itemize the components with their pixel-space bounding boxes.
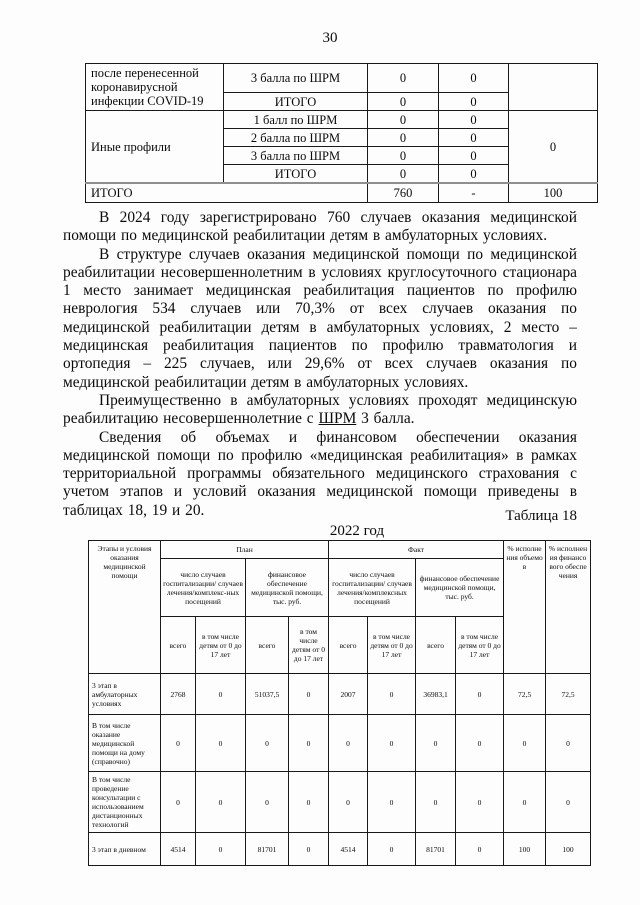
row-label: В том числе оказание медицинской помощи на дому (справочно) [89,715,161,772]
paragraph [63,392,577,429]
paragraph: Сведения об объемах и финансовом обеспечении оказания медицинской помощи по профилю «медицинская реабилитация» в рамках территориальной программы обязательного медицинского страхования с учетом этапов и условий оказания медицинской помощи приведены в таблицах 18, 19 и 20. [63,428,577,519]
rehabilitation-scores-table [85,63,598,203]
plan-fact-table-2022 [88,540,591,866]
table-row [89,772,591,833]
table-row [89,674,591,715]
table-cell: 3 балла по ШРМ [224,64,368,93]
table-cell: 0 [196,772,246,833]
column-header-stage: Этапы и условия оказания медицинской помощи [89,541,161,674]
row-label: 3 этап в дневном [89,833,161,866]
column-header-pct-finance: % исполнения финансового обеспечения [546,541,591,674]
table-cell: 100 [504,833,546,866]
table-cell: 0 [196,833,246,866]
table-cell: 0 [368,674,416,715]
table-cell: 4514 [329,833,368,866]
table-cell: 0 [439,147,509,165]
table-cell: 0 [546,772,591,833]
table-caption: Таблица 18 [505,508,577,524]
body-text [63,209,577,520]
table-cell: 0 [161,715,196,772]
table-cell: 0 [368,772,416,833]
subheader-children: в том числе детям от 0 до 17 лет [196,617,246,674]
table-cell: 0 [368,165,439,184]
table-cell: 2007 [329,674,368,715]
row-label: 3 этап в амбулаторных условиях [89,674,161,715]
table-cell: 0 [368,93,439,111]
table-cell: 0 [196,674,246,715]
table-cell: 0 [456,772,504,833]
table-cell: 100 [546,833,591,866]
table-cell: 1 балл по ШРМ [224,111,368,129]
table-cell: 0 [504,715,546,772]
column-header-plan: План [161,541,329,559]
table-cell: 0 [456,674,504,715]
subheader-total: всего [416,617,456,674]
total-row-label: ИТОГО [86,183,368,203]
subheader-children: в том числе детям от 0 до 17 лет [456,617,504,674]
table-cell: 4514 [161,833,196,866]
table-cell: 0 [289,674,329,715]
table-cell: 72,5 [546,674,591,715]
subheader-total: всего [329,617,368,674]
table-cell: 0 [368,833,416,866]
table-cell: 0 [509,111,598,184]
subheader-fact-cases: число случаев госпитализации/ случаев лечения/комплексных посещений [329,559,416,617]
year-heading: 2022 год [329,523,385,539]
paragraph-text: 3 балла. [356,410,415,428]
paragraph: В структуре случаев оказания медицинской помощи по медицинской реабилитации несовершеннолетним в условиях круглосуточного стационара 1 место занимает медицинская реабилитация пациентов по профилю неврология 534 случаев или 70,3% от всех случаев оказания по медицинской реабилитации детям в амбулаторных условиях, 2 место – медицинская реабилитация пациентов по профилю травматология и ортопедия – 225 случаев, или 29,6% от всех случаев оказания по медицинской реабилитации детям в амбулаторных условиях. [63,245,577,391]
table-cell: 0 [439,165,509,184]
table-cell: 0 [456,833,504,866]
paragraph: В 2024 году зарегистрировано 760 случаев оказания медицинской помощи по медицинской реабилитации детям в амбулаторных условиях. [63,209,577,245]
table-cell: 36983,1 [416,674,456,715]
table-cell: 0 [439,93,509,111]
table-cell: 0 [416,715,456,772]
table-cell: 0 [504,772,546,833]
subheader-total: всего [161,617,196,674]
row-label: Иные профили [86,111,224,184]
subheader-children: в том числе детям от 0 до 17 лет [368,617,416,674]
column-header-fact: Факт [329,541,504,559]
subheader-plan-finance: финансовое обеспечение медицинской помощи, тыс. руб. [246,559,329,617]
table-cell: - [439,183,509,203]
table-cell: 2768 [161,674,196,715]
table-cell: 0 [439,64,509,93]
table-cell: 0 [546,715,591,772]
table-cell: 0 [329,715,368,772]
table-cell: 2 балла по ШРМ [224,129,368,147]
table-cell: 0 [289,715,329,772]
subheader-total: всего [246,617,289,674]
table-cell: 0 [368,715,416,772]
table-cell: ИТОГО [224,165,368,184]
row-label: В том числе проведение консультации с использованием дистанционных технологий [89,772,161,833]
paragraph-text: Преимущественно в амбулаторных условиях проходят медицинскую реабилитацию несовершеннолетние с [63,391,577,428]
table-cell: 0 [416,772,456,833]
table-cell: 100 [509,183,598,203]
table-cell: 72,5 [504,674,546,715]
table-cell: 81701 [246,833,289,866]
table-row [89,833,591,866]
table-cell: 0 [439,111,509,129]
page-number: 30 [322,30,338,46]
table-cell: 0 [439,129,509,147]
table-cell: 51037,5 [246,674,289,715]
table-cell: 0 [368,111,439,129]
table-cell: 760 [368,183,439,203]
table-cell [509,64,598,111]
table-cell: 81701 [416,833,456,866]
table-cell: 0 [196,715,246,772]
subheader-children: в том числе детям от 0 до 17 лет [289,617,329,674]
table-cell: 3 балла по ШРМ [224,147,368,165]
table-cell: 0 [289,772,329,833]
table-cell: 0 [456,715,504,772]
table-cell: 0 [246,715,289,772]
table-cell: 0 [161,772,196,833]
table-cell: 0 [246,772,289,833]
table-cell: 0 [368,129,439,147]
subheader-fact-finance: финансовое обеспечение медицинской помощи, тыс. руб. [416,559,504,617]
table-cell: 0 [329,772,368,833]
row-label: после перенесенной коронавирусной инфекции COVID-19 [86,64,224,111]
subheader-plan-cases: число случаев госпитализации/ случаев лечения/комплекс-ных посещений [161,559,246,617]
table-cell: 0 [289,833,329,866]
table-cell: 0 [368,147,439,165]
table-cell: ИТОГО [224,93,368,111]
underlined-term: ШРМ [318,410,357,428]
table-row [89,715,591,772]
column-header-pct-volumes: % исполнения объемов [504,541,546,674]
table-cell: 0 [368,64,439,93]
